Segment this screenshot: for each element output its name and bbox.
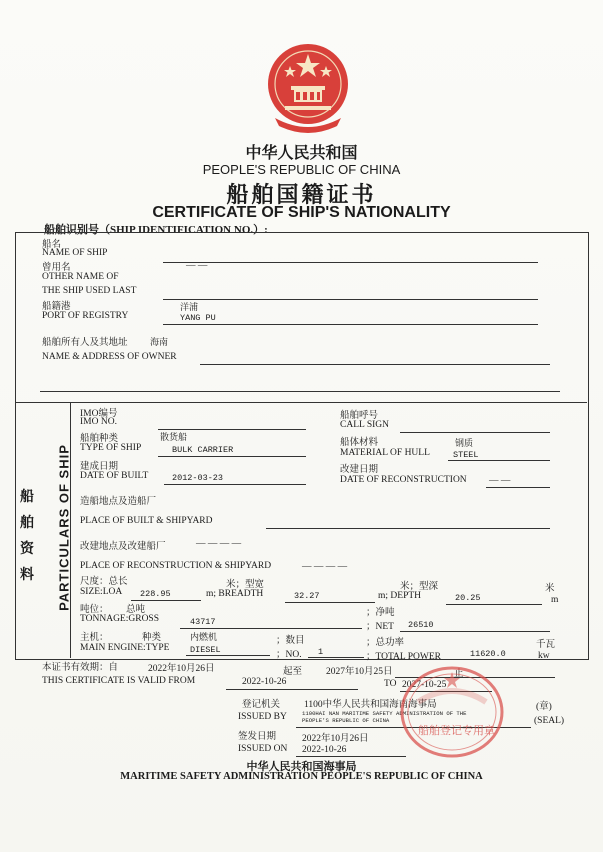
particulars-side-label-zh-2: 舶 [20, 515, 34, 531]
engine-power-label-zh: ；总功率 [366, 638, 405, 648]
hull-value-zh: 钢质 [455, 439, 474, 449]
country-title-en: PEOPLE'S REPUBLIC OF CHINA [202, 162, 401, 177]
issue-date: 2022-10-26 [302, 745, 347, 755]
particulars-side-label: PARTICULARS OF SHIP [56, 444, 72, 611]
national-emblem-icon [263, 40, 353, 134]
reconstruction-date-label: DATE OF RECONSTRUCTION [340, 475, 467, 485]
issued-by-label: ISSUED BY [238, 712, 287, 722]
reconstruction-place-label: PLACE OF RECONSTRUCTION & SHIPYARD [80, 561, 272, 571]
tonnage-label: TONNAGE:GROSS [80, 614, 160, 624]
engine-kind-value-zh: 内燃机 [190, 633, 218, 643]
hull-value: STEEL [453, 450, 479, 460]
seal-label: (SEAL) [534, 716, 565, 726]
seal-label-zh: (章) [536, 702, 552, 712]
ship-type-label-zh: 船舶种类 [80, 434, 119, 444]
particulars-side-label-zh-3: 资 [20, 541, 34, 557]
breadth-value: 32.27 [294, 591, 320, 601]
reconstruction-place-label-zh: 改建地点及改建船厂 [80, 542, 166, 552]
valid-to-label-zh: 起至 [283, 667, 303, 677]
hull-label-zh: 船体材料 [340, 438, 379, 448]
owner-label-zh: 船舶所有人及其地址 [42, 338, 128, 348]
call-sign-label: CALL SIGN [340, 420, 389, 430]
call-sign-label-zh: 船舶呼号 [340, 411, 379, 421]
certificate-title-en: CERTIFICATE OF SHIP'S NATIONALITY [152, 204, 451, 221]
particulars-side-label-zh-1: 船 [20, 489, 34, 505]
call-sign-field [400, 432, 550, 433]
ship-name-field [163, 262, 538, 263]
port-label: PORT OF REGISTRY [42, 311, 129, 321]
gross-label-zh: 总吨 [126, 605, 146, 615]
hull-label: MATERIAL OF HULL [340, 448, 430, 458]
other-name-value: — — [186, 261, 208, 271]
engine-kind-label-zh: 种类 [142, 633, 162, 643]
kw-label-zh: 千瓦 [536, 640, 556, 650]
breadth-label: m; BREADTH [206, 589, 264, 599]
registration-seal-icon [398, 664, 506, 760]
reconstruction-date-field [486, 487, 550, 488]
reconstruction-date-label-zh: 改建日期 [340, 465, 379, 475]
valid-to-zh: 2027年10月25日 [326, 667, 393, 677]
port-value: YANG PU [180, 313, 216, 323]
port-label-zh: 船籍港 [42, 302, 71, 312]
net-label-zh: ；净吨 [366, 608, 395, 618]
engine-count-label: ；NO. [276, 650, 302, 660]
engine-label-zh: 主机： [80, 633, 109, 643]
ship-identification-label: 船舶识别号（SHIP IDENTIFICATION NO.）: [44, 224, 268, 236]
issue-date-zh: 2022年10月26日 [302, 734, 369, 744]
issue-date-label-zh: 签发日期 [238, 732, 277, 742]
valid-from-zh: 2022年10月26日 [148, 664, 215, 674]
gross-tonnage-field [180, 628, 362, 629]
other-name-label-zh: 曾用名 [42, 263, 71, 273]
owner-label: NAME & ADDRESS OF OWNER [42, 352, 177, 362]
reconstruction-place-en-dash: — — — — [302, 562, 348, 572]
total-power-value: 11620.0 [470, 649, 506, 659]
ship-type-value: BULK CARRIER [172, 445, 234, 455]
port-field [163, 324, 538, 325]
issue-date-field [296, 756, 406, 757]
other-name-field [163, 299, 538, 300]
validity-label-zh: 本证书有效期：自 [42, 663, 119, 673]
loa-value: 228.95 [140, 589, 171, 599]
depth-label: m; DEPTH [378, 591, 422, 601]
engine-count-value: 1 [318, 647, 324, 657]
net-tonnage-value: 26510 [408, 620, 434, 630]
engine-type-field [186, 655, 270, 656]
imo-label-zh: IMO编号 [80, 409, 118, 419]
valid-to-label: TO [384, 679, 397, 689]
breadth-unit-zh: 米；型深 [400, 582, 439, 592]
ship-type-field [158, 456, 306, 457]
net-label: ；NET [366, 622, 394, 632]
tonnage-label-zh: 吨位： [80, 605, 109, 615]
built-date-label: DATE OF BUILT [80, 471, 149, 481]
owner-field [200, 364, 550, 365]
port-value-zh: 洋浦 [180, 303, 199, 313]
build-place-label: PLACE OF BUILT & SHIPYARD [80, 516, 213, 526]
owner-value-zh: 海南 [150, 338, 169, 348]
engine-count-label-zh: ；数目 [276, 636, 305, 646]
built-date-field [164, 484, 306, 485]
kw-label: kw [538, 651, 550, 661]
reconstruction-place-dash: — — — — [196, 539, 242, 549]
owner-field-2 [40, 391, 560, 392]
engine-type-value: DIESEL [190, 645, 221, 655]
other-name-label-1: OTHER NAME OF [42, 272, 119, 282]
valid-from: 2022-10-26 [242, 677, 287, 687]
issued-on-label: ISSUED ON [238, 744, 288, 754]
reconstruction-date-value: — — [489, 476, 511, 486]
net-tonnage-field [400, 631, 550, 632]
valid-from-field [226, 689, 358, 690]
ship-type-label: TYPE OF SHIP [80, 443, 142, 453]
depth-field [446, 604, 542, 605]
issuing-authority: MARITIME SAFETY ADMINISTRATION PEOPLE'S REPUBLIC OF CHINA [120, 771, 483, 782]
total-power-label: ；TOTAL POWER [366, 652, 441, 662]
issuer-en-line-1: 1100HAI NAN MARITIME SAFETY ADMINISTRATION OF THE [302, 710, 467, 717]
issuing-authority-zh: 中华人民共和国海事局 [246, 760, 357, 773]
valid-end-zh: 止 [454, 669, 464, 679]
ship-name-label-zh: 船名 [42, 240, 62, 250]
total-power-field [462, 659, 528, 660]
loa-unit-zh: 米；型宽 [226, 580, 265, 590]
engine-type-label: MAIN ENGINE:TYPE [80, 643, 170, 653]
build-place-field [266, 528, 550, 529]
depth-unit: m [551, 595, 559, 605]
size-label-zh: 尺度：总长 [80, 577, 128, 587]
gross-tonnage-value: 43717 [190, 617, 216, 627]
size-label: SIZE:LOA [80, 587, 123, 597]
valid-to: 2027-10-25 [402, 680, 447, 690]
issuer-zh: 1100中华人民共和国海南海事局 [304, 700, 437, 710]
ship-name-label: NAME OF SHIP [42, 248, 108, 258]
build-place-label-zh: 造船地点及造船厂 [80, 497, 157, 507]
imo-label: IMO NO. [80, 417, 117, 427]
engine-count-field [308, 657, 364, 658]
country-title-zh: 中华人民共和国 [245, 143, 358, 162]
validity-label: THIS CERTIFICATE IS VALID FROM [42, 676, 196, 686]
certificate-title-zh: 船舶国籍证书 [226, 183, 377, 208]
built-date-label-zh: 建成日期 [80, 462, 119, 472]
issuer-en-line-2: PEOPLE'S REPUBLIC OF CHINA [302, 717, 390, 724]
ship-type-value-zh: 散货船 [160, 433, 188, 443]
breadth-field [285, 602, 375, 603]
particulars-side-label-zh-4: 料 [20, 567, 34, 583]
depth-unit-zh: 米 [545, 584, 555, 594]
issuer-label-zh: 登记机关 [242, 700, 281, 710]
registration-seal-text: 船舶登记专用章 [418, 724, 495, 737]
hull-field [448, 460, 550, 461]
depth-value: 20.25 [455, 593, 481, 603]
built-date-value: 2012-03-23 [172, 473, 224, 483]
other-name-label-2: THE SHIP USED LAST [42, 286, 137, 296]
